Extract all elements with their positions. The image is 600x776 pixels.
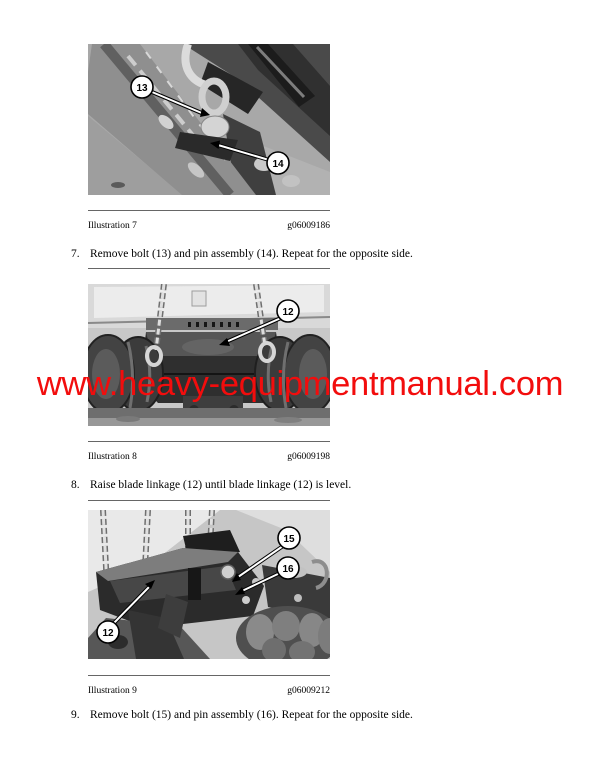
illustration-8-top-rule	[88, 268, 330, 269]
illustration-7-caption: Illustration 7	[88, 221, 137, 231]
step-8-number: 8.	[71, 479, 80, 491]
illustration-7-caption-row	[88, 220, 330, 232]
illustration-9-image	[88, 510, 330, 659]
floor-debris	[111, 182, 125, 188]
callout-13-label: 13	[136, 82, 148, 94]
right-tires	[255, 335, 330, 413]
illustration-7-photo	[88, 44, 330, 195]
illustration-9-caption-row	[88, 685, 330, 697]
illustration-7-rule	[88, 210, 330, 211]
illustration-7-code: g06009186	[287, 221, 330, 231]
callout-12-label: 12	[282, 306, 294, 318]
step-8	[71, 478, 551, 492]
illustration-8-photo	[88, 284, 330, 426]
ground	[88, 408, 330, 426]
callout-12-label: 12	[102, 627, 114, 639]
illustration-9-top-rule	[88, 500, 330, 501]
callout-16-label: 16	[282, 563, 294, 575]
step-7-text: Remove bolt (13) and pin assembly (14). Repeat for the opposite side.	[90, 248, 413, 260]
illustration-8-caption: Illustration 8	[88, 452, 137, 462]
callout-15-label: 15	[283, 533, 295, 545]
step-9-number: 9.	[71, 709, 80, 721]
step-7-number: 7.	[71, 248, 80, 260]
step-9-text: Remove bolt (15) and pin assembly (16). Repeat for the opposite side.	[90, 709, 413, 721]
pin-boss	[201, 116, 229, 138]
illustration-8-caption-row	[88, 451, 330, 463]
illustration-9-code: g06009212	[287, 686, 330, 696]
illustration-8-rule	[88, 441, 330, 442]
illustration-8-image	[88, 284, 330, 426]
illustration-7-image	[88, 44, 330, 195]
step-7	[71, 247, 551, 261]
illustration-9-caption: Illustration 9	[88, 686, 137, 696]
watermark-text: www.heavy-equipmentmanual.com	[36, 365, 564, 403]
illustration-9-photo	[88, 510, 330, 659]
step-8-text: Raise blade linkage (12) until blade linkage (12) is level.	[90, 479, 352, 491]
illustration-9-rule	[88, 675, 330, 676]
illustration-8-code: g06009198	[287, 452, 330, 462]
callout-14-label: 14	[272, 158, 284, 170]
step-9	[71, 708, 551, 722]
